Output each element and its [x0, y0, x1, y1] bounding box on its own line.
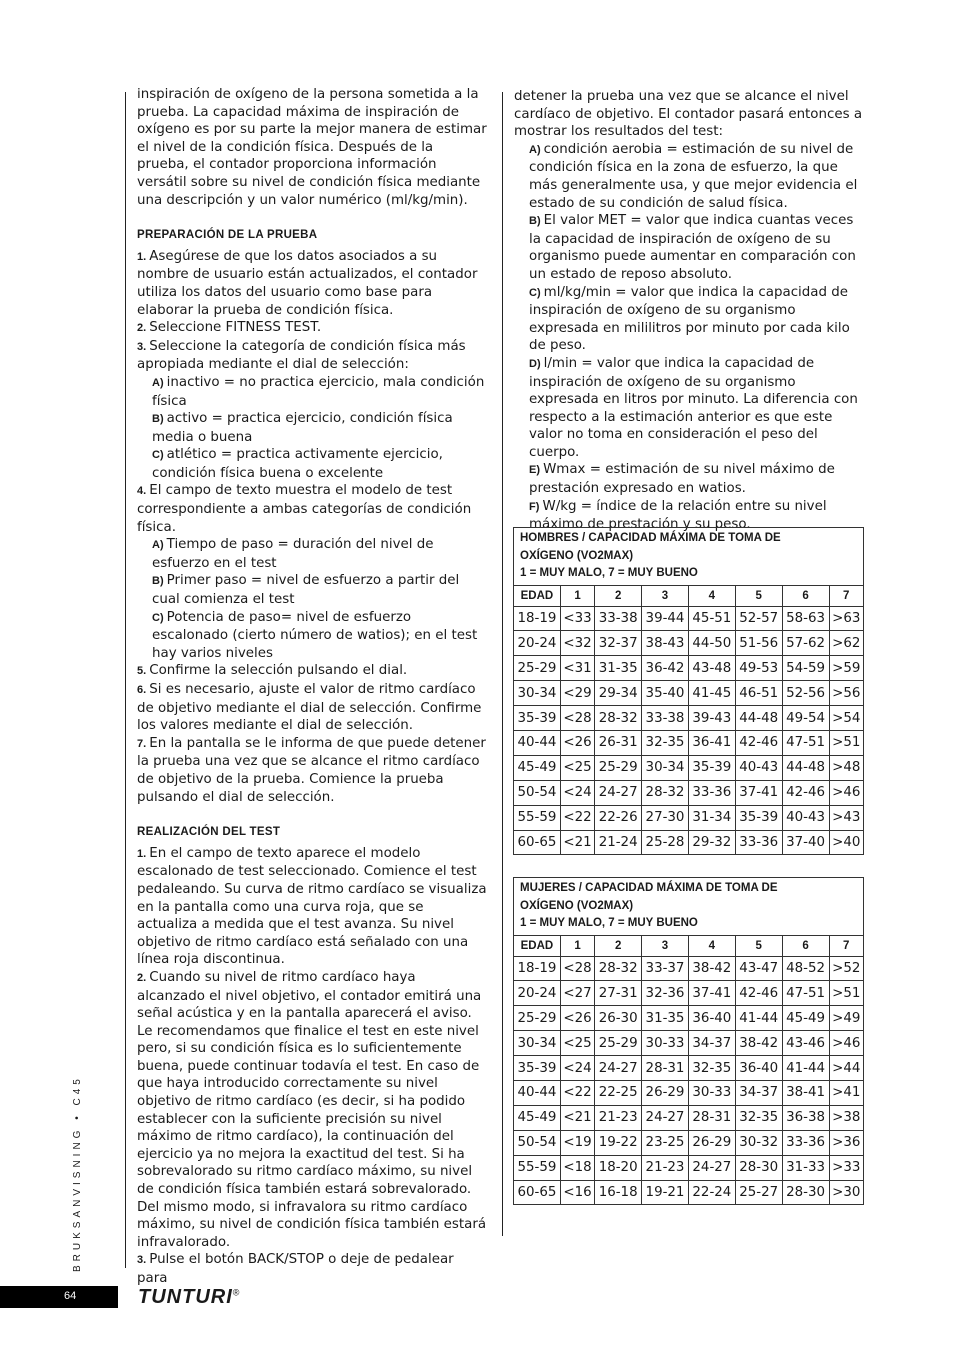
table-cell: 25-29 [514, 656, 561, 681]
table-cell: 25-27 [735, 1180, 782, 1205]
table-cell: 28-32 [595, 956, 642, 981]
table-cell: >54 [829, 706, 863, 731]
column-header: 2 [595, 935, 642, 956]
table-cell: 28-31 [642, 1056, 689, 1081]
table-cell: >44 [829, 1056, 863, 1081]
table-cell: 24-27 [595, 1056, 642, 1081]
table-cell: 49-53 [735, 656, 782, 681]
list-item [529, 461, 864, 497]
column-header: 5 [735, 585, 782, 606]
table-cell: 45-51 [688, 606, 735, 631]
table-cell: 36-40 [688, 1006, 735, 1031]
table-cell: 43-46 [782, 1031, 829, 1056]
item-text: Seleccione FITNESS TEST. [149, 320, 322, 336]
table-cell: 18-20 [595, 1155, 642, 1180]
table-cell: 30-34 [514, 681, 561, 706]
table-row [514, 681, 864, 706]
item-text: Asegúrese de que los datos asociados a su nombre de usuario están actualizados, el contador utiliza los datos del usuario como base para elaborar la prueba de condición física. [137, 248, 478, 318]
item-text: Cuando su nivel de ritmo cardíaco haya alcanzado el nivel objetivo, el contador emitirá una señal acústica y en la pantalla aparecerá el aviso. Le recomendamos que finalice el test en este nivel pero, si su condición física es lo suficientemente buena, puede continuar todavía el test. En caso de que haya introducido correctamente su nivel objetivo de ritmo cardíaco (es decir, si ha podido establecer con la suficiente precisión su nivel máximo de ritmo cardíaco), la continuación del ejercicio ya no mejora la exactitud del test. Si ha sobrevalorado su ritmo cardíaco máximo, su nivel de condición física también estará sobrevalorado. Del mismo modo, si infravalora su ritmo cardíaco máximo, su nivel de condición física también estará infravalorado. [137, 969, 487, 1250]
preparation-steps [137, 248, 487, 806]
table-cell: 24-27 [595, 780, 642, 805]
table-cell: 26-29 [642, 1080, 689, 1105]
table-cell: >52 [829, 956, 863, 981]
item-marker: 7. [137, 737, 150, 750]
table-row [514, 755, 864, 780]
table-cell: 35-39 [514, 706, 561, 731]
table-row [514, 805, 864, 830]
table-cell: 32-36 [642, 981, 689, 1006]
table-cell: 50-54 [514, 780, 561, 805]
table-cell: 22-24 [688, 1180, 735, 1205]
table-cell: 55-59 [514, 805, 561, 830]
table-row [514, 830, 864, 855]
women-vo2max-table [513, 877, 864, 1205]
table-cell: <28 [560, 956, 594, 981]
list-item [529, 355, 864, 462]
list-item [137, 446, 487, 482]
table-cell: 29-34 [595, 681, 642, 706]
table-cell: 31-33 [782, 1155, 829, 1180]
table-cell: 44-50 [688, 631, 735, 656]
table-cell: 46-51 [735, 681, 782, 706]
table-cell: 23-25 [642, 1130, 689, 1155]
table-caption [514, 528, 864, 586]
table-cell: <26 [560, 730, 594, 755]
column-header: EDAD [514, 585, 561, 606]
section-heading-preparation: PREPARACIÓN DE LA PRUEBA [137, 229, 318, 242]
table-row [514, 1155, 864, 1180]
center-column-rule [502, 92, 503, 1236]
table-cell: >43 [829, 805, 863, 830]
table-cell: 36-40 [735, 1056, 782, 1081]
list-item [137, 572, 487, 608]
table-cell: 52-57 [735, 606, 782, 631]
table-cell: >33 [829, 1155, 863, 1180]
table-cell: >59 [829, 656, 863, 681]
item-marker: 6. [137, 684, 150, 696]
item-text: ml/kg/min = valor que indica la capacidad de inspiración de oxígeno de su organismo expresada en mililitros por minuto por cada kilo de peso. [529, 284, 850, 354]
column-header: 6 [782, 585, 829, 606]
table-row [514, 631, 864, 656]
table-cell: 30-34 [642, 755, 689, 780]
item-marker: A) [152, 539, 167, 552]
table-cell: 30-32 [735, 1130, 782, 1155]
list-item [137, 374, 487, 410]
table-cell: 38-41 [782, 1080, 829, 1105]
item-marker: B) [152, 575, 167, 588]
caption-line: OXÍGENO (VO2MAX) [520, 899, 634, 912]
column-header: 7 [829, 935, 863, 956]
table-cell: <24 [560, 780, 594, 805]
table-cell: 51-56 [735, 631, 782, 656]
table-cell: 22-25 [595, 1080, 642, 1105]
page-number-bar [0, 1286, 118, 1308]
table-cell: >48 [829, 755, 863, 780]
column-header: 5 [735, 935, 782, 956]
table-row [514, 1031, 864, 1056]
table-cell: >41 [829, 1080, 863, 1105]
list-item [137, 735, 487, 806]
table-cell: 36-41 [688, 730, 735, 755]
list-item [137, 410, 487, 446]
table-row [514, 981, 864, 1006]
table-cell: >56 [829, 681, 863, 706]
table-cell: 21-24 [595, 830, 642, 855]
table-cell: 35-39 [688, 755, 735, 780]
table-cell: 36-38 [782, 1105, 829, 1130]
table-cell: 35-40 [642, 681, 689, 706]
table-cell: 27-30 [642, 805, 689, 830]
caption-line: 1 = MUY MALO, 7 = MUY BUENO [520, 567, 698, 579]
table-cell: >46 [829, 780, 863, 805]
table-cell: 45-49 [514, 755, 561, 780]
item-text: Wmax = estimación de su nivel máximo de prestación expresado en watios. [529, 462, 835, 497]
table-cell: 18-19 [514, 956, 561, 981]
list-item [137, 319, 487, 338]
table-cell: 38-42 [735, 1031, 782, 1056]
caption-line: 1 = MUY MALO, 7 = MUY BUENO [520, 917, 698, 929]
item-marker: C) [152, 449, 167, 462]
registered-mark: ® [232, 1287, 241, 1298]
table-row [514, 706, 864, 731]
table-cell: 28-30 [735, 1155, 782, 1180]
table-cell: 21-23 [642, 1155, 689, 1180]
list-item [137, 536, 487, 572]
table-cell: <27 [560, 981, 594, 1006]
table-cell: <29 [560, 681, 594, 706]
table-cell: <26 [560, 1006, 594, 1031]
table-row [514, 956, 864, 981]
table-cell: 42-46 [782, 780, 829, 805]
table-cell: >30 [829, 1180, 863, 1205]
results-list [514, 141, 864, 534]
table-cell: >46 [829, 1031, 863, 1056]
table-cell: 40-43 [782, 805, 829, 830]
item-marker: 2. [137, 971, 150, 984]
table-cell: <25 [560, 1031, 594, 1056]
item-text: atlético = practica activamente ejercicio, condición física buena o excelente [152, 447, 443, 481]
table-cell: 19-21 [642, 1180, 689, 1205]
item-text: activo = practica ejercicio, condición física media o buena [152, 411, 453, 445]
item-marker: A) [152, 376, 167, 389]
table-cell: 41-44 [735, 1006, 782, 1031]
table-cell: 19-22 [595, 1130, 642, 1155]
table-cell: 31-35 [595, 656, 642, 681]
table-row [514, 606, 864, 631]
table-row [514, 1056, 864, 1081]
table-cell: 33-38 [595, 606, 642, 631]
table-cell: 33-38 [642, 706, 689, 731]
caption-line: HOMBRES / CAPACIDAD MÁXIMA DE TOMA DE [520, 532, 781, 544]
table-row [514, 780, 864, 805]
column-header: 3 [642, 935, 689, 956]
table-cell: <32 [560, 631, 594, 656]
column-header: 3 [642, 585, 689, 606]
table-cell: 43-47 [735, 956, 782, 981]
table-cell: 18-19 [514, 606, 561, 631]
table-cell: 29-32 [688, 830, 735, 855]
column-header: 7 [829, 585, 863, 606]
item-marker: F) [529, 500, 543, 513]
left-column-rule [125, 92, 126, 1268]
table-cell: 31-34 [688, 805, 735, 830]
item-text: Primer paso = nivel de esfuerzo a partir del cual comienza el test [152, 573, 460, 608]
table-cell: >62 [829, 631, 863, 656]
table-cell: 26-29 [688, 1130, 735, 1155]
table-row [514, 730, 864, 755]
table-cell: <16 [560, 1180, 594, 1205]
item-marker: 1. [137, 250, 150, 263]
table-cell: 60-65 [514, 1180, 561, 1205]
table-cell: 39-44 [642, 606, 689, 631]
list-item [529, 284, 864, 355]
table-cell: >51 [829, 981, 863, 1006]
item-text: Potencia de paso= nivel de esfuerzo escalonado (cierto número de watios); en el test hay varios niveles [152, 609, 478, 661]
list-item [137, 662, 487, 681]
table-cell: 40-43 [735, 755, 782, 780]
table-cell: 52-56 [782, 681, 829, 706]
table-cell: >40 [829, 830, 863, 855]
item-text: condición aerobia = estimación de su nivel de condición física en la zona de esfuerzo, la que más generalmente usa, y que mejor evidencia el estado de su condición de salud física. [529, 141, 858, 211]
table-cell: 30-33 [642, 1031, 689, 1056]
table-cell: <22 [560, 1080, 594, 1105]
item-text: Tiempo de paso = duración del nivel de esfuerzo en el test [152, 537, 434, 571]
table-cell: 20-24 [514, 631, 561, 656]
table-cell: 39-43 [688, 706, 735, 731]
table-cell: <22 [560, 805, 594, 830]
table-cell: 33-36 [782, 1130, 829, 1155]
item-marker: 3. [137, 1254, 150, 1267]
list-item [137, 1251, 487, 1287]
table-cell: 50-54 [514, 1130, 561, 1155]
table-cell: 44-48 [782, 755, 829, 780]
table-cell: 25-29 [595, 755, 642, 780]
side-label: BRUKSANVISNING • C45 [72, 1075, 83, 1272]
caption-line: MUJERES / CAPACIDAD MÁXIMA DE TOMA DE [520, 882, 778, 894]
list-item [137, 609, 487, 663]
item-text: El valor MET = valor que indica cuantas veces la capacidad de inspiración de oxígeno de su organismo puede aumentar en comparación con un estado de reposo absoluto. [529, 213, 856, 282]
table-cell: 38-42 [688, 956, 735, 981]
table-cell: 36-42 [642, 656, 689, 681]
table-cell: 41-44 [782, 1056, 829, 1081]
table-cell: 37-40 [782, 830, 829, 855]
table-cell: 35-39 [514, 1056, 561, 1081]
list-item [137, 338, 487, 374]
list-item [529, 141, 864, 212]
table-cell: <25 [560, 755, 594, 780]
table-cell: 47-51 [782, 730, 829, 755]
table-cell: 34-37 [688, 1031, 735, 1056]
table-cell: 31-35 [642, 1006, 689, 1031]
table-caption [514, 878, 864, 936]
table-cell: 55-59 [514, 1155, 561, 1180]
table-cell: 35-39 [735, 805, 782, 830]
list-item [137, 845, 487, 969]
table-cell: >36 [829, 1130, 863, 1155]
item-marker: 5. [137, 665, 150, 678]
table-row [514, 1080, 864, 1105]
list-item [137, 248, 487, 319]
table-cell: 45-49 [782, 1006, 829, 1031]
table-row [514, 1006, 864, 1031]
table-cell: 24-27 [688, 1155, 735, 1180]
results-intro: detener la prueba una vez que se alcance el nivel cardíaco de objetivo. El contador pasará entonces a mostrar los resultados del test: [514, 89, 863, 140]
table-cell: 34-37 [735, 1080, 782, 1105]
table-cell: 58-63 [782, 606, 829, 631]
table-cell: 30-34 [514, 1031, 561, 1056]
table-header-row [514, 585, 864, 606]
men-vo2max-table [513, 527, 864, 855]
table-cell: 20-24 [514, 981, 561, 1006]
right-column [514, 88, 864, 534]
item-marker: C) [152, 611, 167, 624]
table-cell: >38 [829, 1105, 863, 1130]
table-cell: 43-48 [688, 656, 735, 681]
table-cell: 28-30 [782, 1180, 829, 1205]
table-cell: 26-31 [595, 730, 642, 755]
table-cell: 28-32 [642, 780, 689, 805]
table-cell: 16-18 [595, 1180, 642, 1205]
item-marker: A) [529, 143, 544, 156]
table-cell: >49 [829, 1006, 863, 1031]
table-header-row [514, 935, 864, 956]
list-item [137, 681, 487, 735]
caption-line: OXÍGENO (VO2MAX) [520, 549, 634, 562]
table-cell: 42-46 [735, 730, 782, 755]
table-cell: 37-41 [735, 780, 782, 805]
table-cell: 48-52 [782, 956, 829, 981]
table-cell: 40-44 [514, 730, 561, 755]
table-cell: 60-65 [514, 830, 561, 855]
left-column [137, 86, 487, 1288]
table-cell: 40-44 [514, 1080, 561, 1105]
table-row [514, 1180, 864, 1205]
table-cell: 28-32 [595, 706, 642, 731]
table-cell: 21-23 [595, 1105, 642, 1130]
table-row [514, 656, 864, 681]
item-text: Seleccione la categoría de condición física más apropiada mediante el dial de selección: [137, 338, 466, 373]
item-marker: C) [529, 286, 544, 299]
table-cell: 32-35 [642, 730, 689, 755]
table-cell: 32-35 [735, 1105, 782, 1130]
table-cell: 27-31 [595, 981, 642, 1006]
table-cell: 49-54 [782, 706, 829, 731]
item-marker: 4. [137, 485, 150, 498]
item-marker: 1. [137, 847, 150, 860]
item-text: En el campo de texto aparece el modelo escalonado de test seleccionado. Comience el test pedaleando. Su curva de ritmo cardíaco se visualiza en la pantalla como una curva roja, que se actualiza a medida que el test avanza. Su nivel objetivo de ritmo cardíaco está señalado con una línea roja discontinua. [137, 845, 487, 968]
intro-paragraph: inspiración de oxígeno de la persona sometida a la prueba. La capacidad máxima de inspiración de oxígeno es por su parte la mejor manera de estimar el nivel de la condición física. Después de la prueba, el contador proporciona información versátil sobre su nivel de condición física mediante una descripción y un valor numérico (ml/kg/min). [137, 87, 487, 208]
table-cell: 24-27 [642, 1105, 689, 1130]
list-item [137, 482, 487, 536]
table-cell: <21 [560, 1105, 594, 1130]
item-text: El campo de texto muestra el modelo de test correspondiente a ambas categorías de condición física. [137, 483, 472, 535]
table-cell: 42-46 [735, 981, 782, 1006]
table-cell: 22-26 [595, 805, 642, 830]
item-text: l/min = valor que indica la capacidad de inspiración de oxígeno de su organismo expresada en litros por minuto. La diferencia con respecto a la estimación anterior es que este valor no toma en consideración el peso del cuerpo. [529, 355, 858, 460]
tunturi-logo [138, 1286, 240, 1309]
table-cell: 44-48 [735, 706, 782, 731]
column-header: 1 [560, 935, 594, 956]
column-header: 6 [782, 935, 829, 956]
item-marker: E) [529, 464, 544, 477]
item-text: En la pantalla se le informa de que puede detener la prueba una vez que se alcance el ritmo cardíaco de objetivo de la prueba. Comience la prueba pulsando el dial de selección. [137, 735, 486, 805]
item-text: Confirme la selección pulsando el dial. [149, 663, 408, 679]
table-cell: 25-29 [595, 1031, 642, 1056]
table-cell: 32-35 [688, 1056, 735, 1081]
table-cell: 41-45 [688, 681, 735, 706]
item-text: Si es necesario, ajuste el valor de ritmo cardíaco de objetivo mediante el dial de selección. Confirme los valores mediante el dial de selección. [137, 682, 482, 734]
column-header: 4 [688, 585, 735, 606]
page-number: 64 [64, 1290, 77, 1302]
table-row [514, 1105, 864, 1130]
item-text: inactivo = no practica ejercicio, mala condición física [152, 374, 485, 409]
item-marker: 2. [137, 322, 150, 335]
table-cell: >51 [829, 730, 863, 755]
item-marker: D) [529, 357, 544, 370]
table-cell: 57-62 [782, 631, 829, 656]
table-cell: <19 [560, 1130, 594, 1155]
logo-text: TUNTURI [138, 1286, 233, 1308]
item-text: Pulse el botón BACK/STOP o deje de pedalear para [137, 1252, 454, 1286]
table-cell: <33 [560, 606, 594, 631]
list-item [529, 212, 864, 283]
table-cell: >63 [829, 606, 863, 631]
item-marker: 3. [137, 340, 150, 353]
table-cell: 54-59 [782, 656, 829, 681]
test-steps [137, 845, 487, 1288]
column-header: 2 [595, 585, 642, 606]
table-cell: <21 [560, 830, 594, 855]
item-marker: B) [152, 413, 167, 426]
item-text: W/kg = índice de la relación entre su nivel máximo de prestación y su peso. [529, 498, 827, 533]
table-cell: 26-30 [595, 1006, 642, 1031]
section-heading-test: REALIZACIÓN DEL TEST [137, 826, 281, 839]
table-cell: 33-36 [688, 780, 735, 805]
table-cell: <18 [560, 1155, 594, 1180]
table-cell: 25-28 [642, 830, 689, 855]
table-cell: 33-37 [642, 956, 689, 981]
table-cell: 25-29 [514, 1006, 561, 1031]
table-cell: 38-43 [642, 631, 689, 656]
table-cell: 30-33 [688, 1080, 735, 1105]
column-header: EDAD [514, 935, 561, 956]
table-cell: 47-51 [782, 981, 829, 1006]
list-item [137, 969, 487, 1252]
table-cell: 45-49 [514, 1105, 561, 1130]
column-header: 1 [560, 585, 594, 606]
table-cell: 37-41 [688, 981, 735, 1006]
table-cell: 28-31 [688, 1105, 735, 1130]
table-cell: <24 [560, 1056, 594, 1081]
column-header: 4 [688, 935, 735, 956]
table-cell: 33-36 [735, 830, 782, 855]
table-cell: <31 [560, 656, 594, 681]
table-cell: 32-37 [595, 631, 642, 656]
table-cell: <28 [560, 706, 594, 731]
item-marker: B) [529, 215, 544, 228]
table-row [514, 1130, 864, 1155]
